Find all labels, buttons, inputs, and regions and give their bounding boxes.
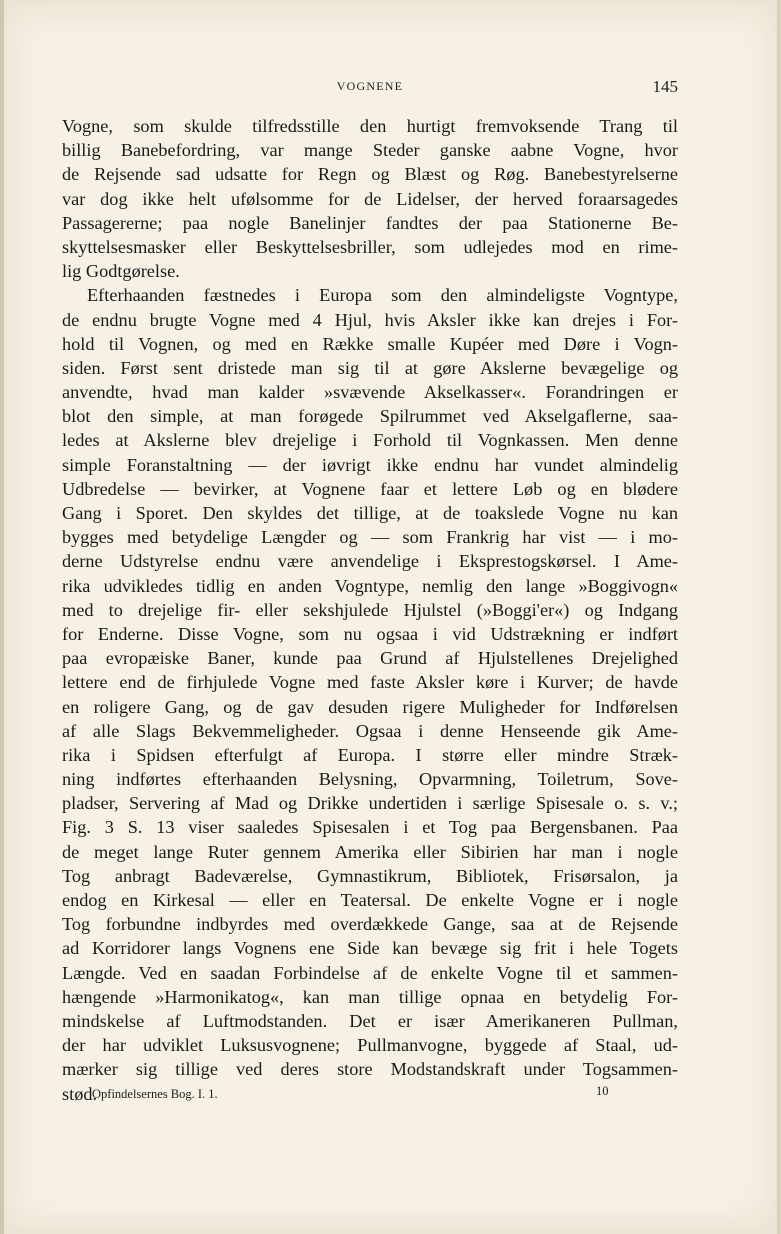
text-line: anvendte, hvad man kalder »svævende Akselkasser«. Forandringen er <box>62 382 678 403</box>
text-line: Fig. 3 S. 13 viser saaledes Spisesalen i et Tog paa Bergensbanen. Paa <box>62 817 678 838</box>
text-line: for Enderne. Disse Vogne, som nu ogsaa i vid Udstrækning er indført <box>62 623 678 644</box>
body-text <box>62 114 678 1106</box>
text-line: endog en Kirkesal — eller en Teatersal. De enkelte Vogne er i nogle <box>62 890 678 910</box>
text-line: Udbredelse — bevirker, at Vognene faar et lettere Løb og en blødere <box>62 478 678 499</box>
text-line: mindskelse af Luftmodstanden. Det er især Amerikaneren Pullman, <box>62 1010 678 1031</box>
page-footer <box>62 1084 678 1104</box>
text-line: af alle Slags Bekvemmeligheder. Ogsaa i denne Henseende gik Ame- <box>62 720 678 741</box>
text-line: rika udvikledes tidlig en anden Vogntype, nemlig den lange »Boggivogn« <box>62 575 678 596</box>
text-line: lig Godtgørelse. <box>62 261 180 282</box>
text-line: de endnu brugte Vogne med 4 Hjul, hvis Aksler ikke kan drejes i For- <box>62 309 678 330</box>
running-title: VOGNENE <box>336 79 404 93</box>
scan-edge-right <box>777 0 781 1234</box>
text-line: rika i Spidsen efterfulgt af Europa. I større eller mindre Stræk- <box>62 744 678 765</box>
sheet-number: 10 <box>596 1084 609 1098</box>
text-line: en roligere Gang, og de gav desuden rigere Muligheder for Indførelsen <box>62 696 678 717</box>
text-line: simple Foranstaltning — der iøvrigt ikke endnu har vundet almindelig <box>62 454 678 475</box>
text-line: stød. <box>62 1083 98 1104</box>
page-number: 145 <box>652 77 678 96</box>
text-line: ad Korridorer langs Vognens ene Side kan bevæge sig frit i hele Togets <box>62 938 678 959</box>
text-line: de Rejsende sad udsatte for Regn og Blæst og Røg. Banebestyrelserne <box>62 164 678 185</box>
text-line: Tog anbragt Badeværelse, Gymnastikrum, Bibliotek, Frisørsalon, ja <box>62 865 678 886</box>
text-line: siden. Først sent dristede man sig til at gøre Akslerne bevægelige og <box>62 357 678 378</box>
text-line: paa evropæiske Baner, kunde paa Grund af Hjulstellenes Drejelighed <box>62 648 678 669</box>
text-line: Passagererne; paa nogle Banelinjer fandtes der paa Stationerne Be- <box>62 212 678 233</box>
text-line: var dog ikke helt ufølsomme for de Lidelser, der herved foraarsagedes <box>62 188 678 209</box>
running-head <box>62 77 678 97</box>
text-line: hold til Vognen, og med en Række smalle Kupéer med Døre i Vogn- <box>62 333 678 354</box>
text-line: bygges med betydelige Længder og — som Frankrig har vist — i mo- <box>62 527 678 548</box>
text-line: ledes at Akslerne blev drejelige i Forhold til Vognkassen. Men denne <box>62 430 678 451</box>
text-line: lettere end de firhjulede Vogne med faste Aksler køre i Kurver; de havde <box>62 672 678 693</box>
text-line: hængende »Harmonikatog«, kan man tillige opnaa en betydelig For- <box>62 986 678 1007</box>
text-line: de meget lange Ruter gennem Amerika eller Sibirien har man i nogle <box>62 841 678 862</box>
text-line: med to drejelige fir- eller sekshjulede Hjulstel (»Boggi'er«) og Indgang <box>62 599 678 620</box>
text-line: blot den simple, at man forøgede Spilrummet ved Akselgaflerne, saa- <box>62 406 678 427</box>
text-line: Vogne, som skulde tilfredsstille den hurtigt fremvoksende Trang til <box>62 116 678 136</box>
text-line: Længde. Ved en saadan Forbindelse af de enkelte Vogne til et sammen- <box>62 962 678 983</box>
text-line: Tog forbundne indbyrdes med overdækkede Gange, saa at de Rejsende <box>62 914 678 935</box>
printer-signature: Opfindelsernes Bog. I. 1. <box>92 1087 218 1101</box>
text-line: der har udviklet Luksusvognene; Pullmanvogne, byggede af Staal, ud- <box>62 1035 678 1056</box>
text-line: pladser, Servering af Mad og Drikke undertiden i særlige Spisesale o. s. v.; <box>62 793 678 814</box>
text-line: derne Udstyrelse endnu være anvendelige i Eksprestogskørsel. I Ame- <box>62 551 678 572</box>
text-line: skyttelsesmasker eller Beskyttelsesbriller, som udlejedes mod en rime- <box>62 236 678 257</box>
text-line: Gang i Sporet. Den skyldes det tillige, at de toakslede Vogne nu kan <box>62 503 678 523</box>
text-line: Efterhaanden fæstnedes i Europa som den almindeligste Vogntype, <box>87 285 678 306</box>
text-line: billig Banebefordring, var mange Steder ganske aabne Vogne, hvor <box>62 140 678 161</box>
text-line: ning indførtes efterhaanden Belysning, Opvarmning, Toiletrum, Sove- <box>62 769 678 790</box>
text-line: mærker sig tillige ved deres store Modstandskraft under Togsammen- <box>62 1059 678 1080</box>
